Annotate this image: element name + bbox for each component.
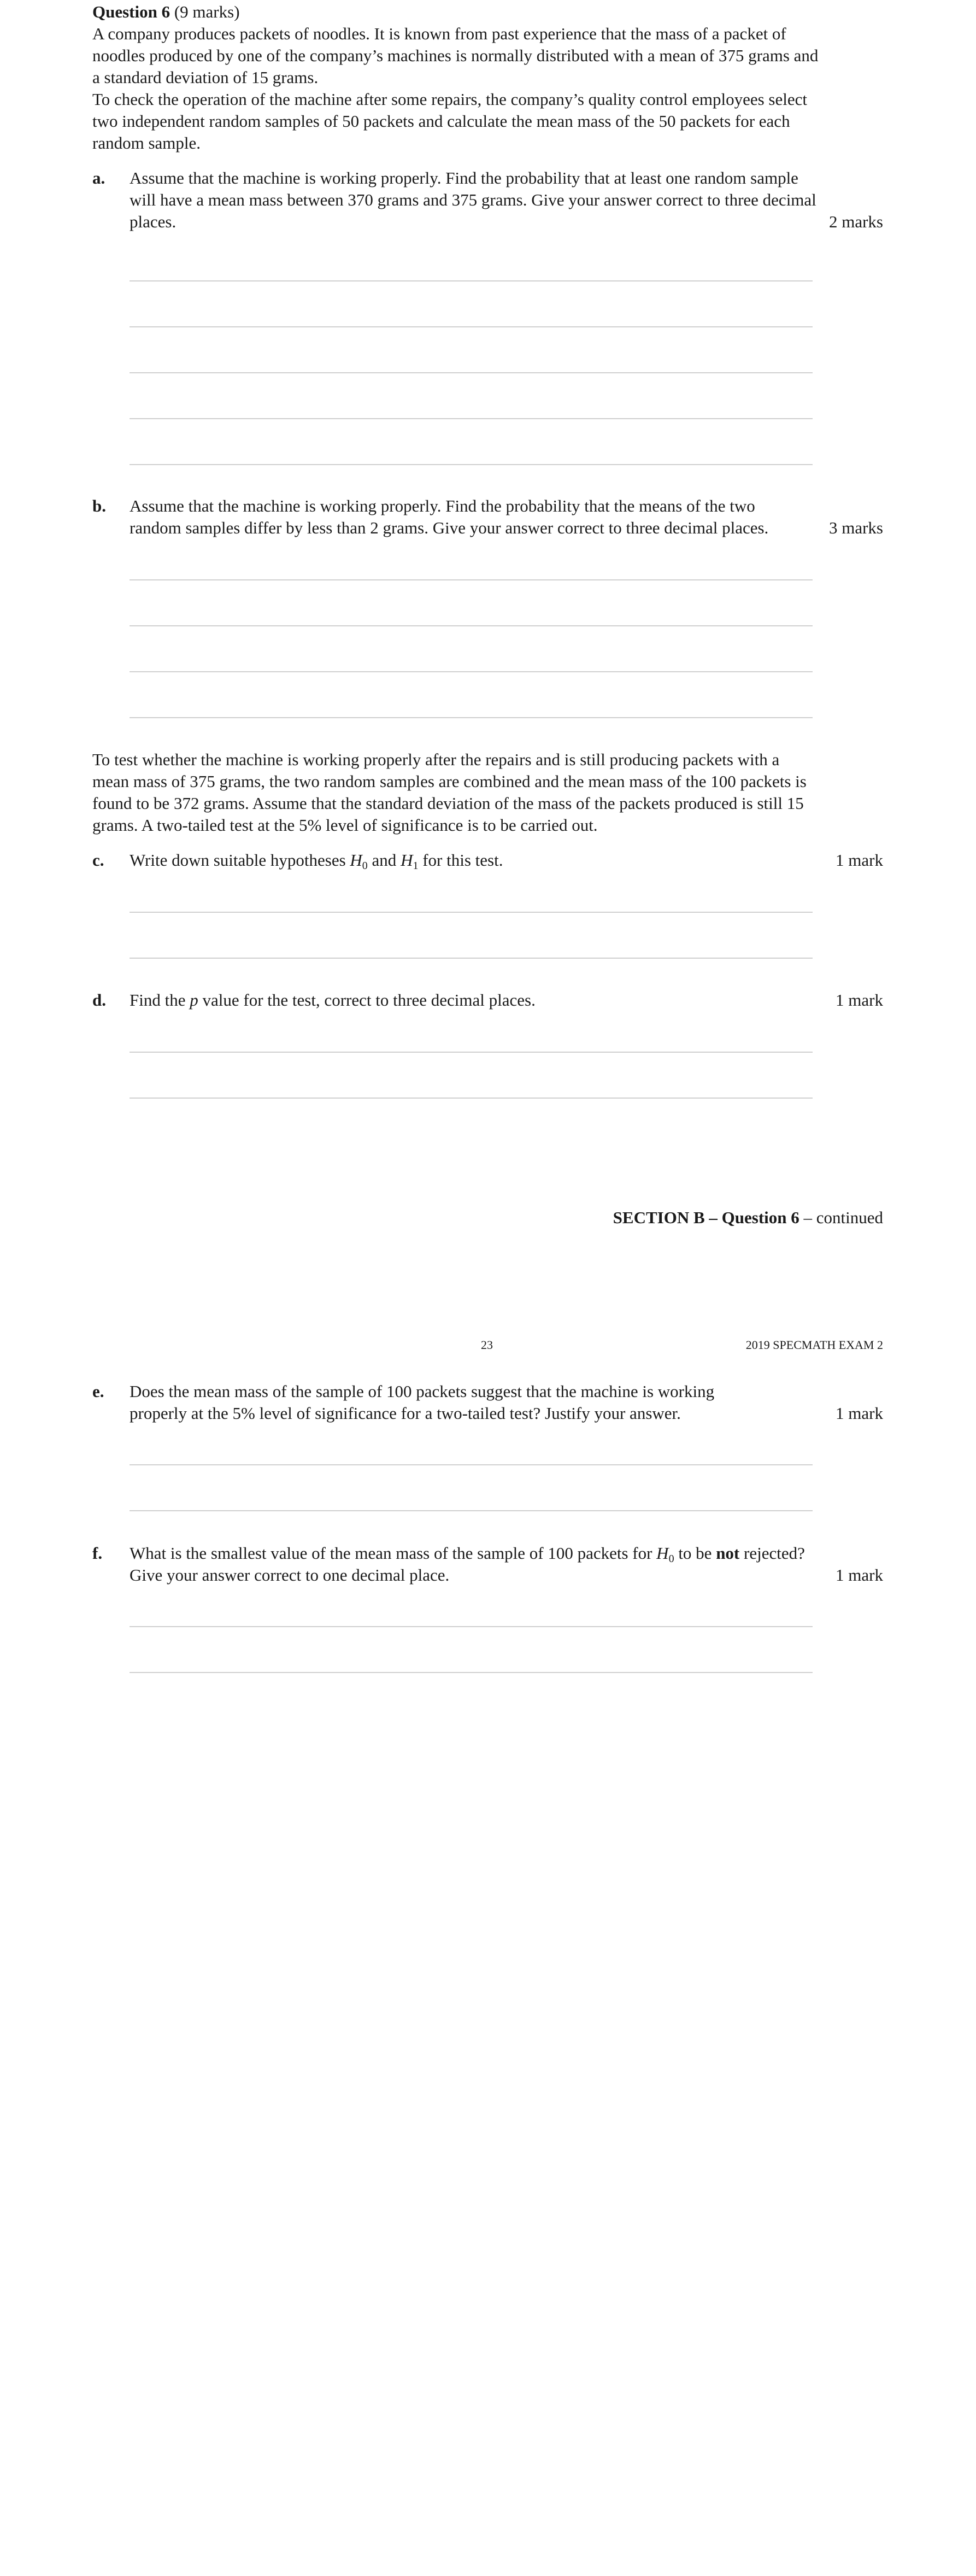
part-d-answer-line[interactable] (130, 1098, 813, 1099)
part-c-answer-line[interactable] (130, 958, 813, 959)
part-c-marks: 1 mark (836, 850, 883, 870)
part-a-answer-line[interactable] (130, 372, 813, 373)
part-f-text-start: What is the smallest value of the mean mass of the sample of 100 packets for (130, 1544, 657, 1563)
part-c-and: and (367, 850, 401, 870)
part-c-text-end: for this test. (418, 850, 503, 870)
part-f-marks: 1 mark (836, 1565, 883, 1585)
part-c-text-start: Write down suitable hypotheses (130, 850, 350, 870)
part-d-marks: 1 mark (836, 990, 883, 1010)
part-c-answer-line[interactable] (130, 912, 813, 913)
part-b-answer-line[interactable] (130, 717, 813, 718)
continued-label: – continued (799, 1208, 883, 1227)
part-a-text: Assume that the machine is working properly. Find the probability that at least one random sample will have a mean mass between 370 grams and 375 grams. Give your answer correct to three decimal places. (130, 168, 816, 231)
test-context-paragraph: To test whether the machine is working properly after the repairs and is still producing packets with a mean mass of 375 grams, the two random samples are combined and the mean mass of the 100 packets is found to be 372 grams. Assume that the standard deviation of the mass of the packets produced is still 15 grams. A two-tailed test at the 5% level of significance is to be carried out. (92, 750, 807, 835)
part-e-answer-line[interactable] (130, 1510, 813, 1511)
part-a-answer-line[interactable] (130, 326, 813, 327)
part-c-text (130, 849, 819, 871)
part-e-marks: 1 mark (836, 1404, 883, 1423)
part-d-text (130, 989, 819, 1011)
part-f-text-end: rejected? Give your answer correct to one decimal place. (130, 1544, 805, 1585)
exam-name: 2019 SPECMATH EXAM 2 (745, 1338, 883, 1352)
section-continued-footer (613, 1207, 883, 1229)
part-c-letter: c. (92, 850, 104, 870)
part-d-text-end: value for the test, correct to three decimal places. (198, 990, 536, 1010)
part-f-answer-line[interactable] (130, 1626, 813, 1627)
not-emphasis: not (716, 1544, 740, 1563)
part-a-marks: 2 marks (828, 212, 883, 231)
h1-symbol: H (401, 850, 413, 870)
question-heading (92, 1, 240, 23)
part-f-text (130, 1542, 807, 1586)
part-a-answer-line[interactable] (130, 418, 813, 419)
h0-symbol: H (350, 850, 362, 870)
part-b-answer-line[interactable] (130, 625, 813, 626)
part-e-letter: e. (92, 1382, 104, 1401)
part-b-letter: b. (92, 496, 106, 515)
h0-subscript: 0 (362, 860, 368, 872)
question-intro-paragraph-2: To check the operation of the machine after some repairs, the company’s quality control employees select two independent random samples of 50 packets and calculate the mean mass of the 50 packets for each random sample. (92, 90, 807, 152)
part-b-marks: 3 marks (828, 518, 883, 537)
part-a-letter: a. (92, 168, 105, 187)
part-e-text: Does the mean mass of the sample of 100 packets suggest that the machine is working properly at the 5% level of significance for a two-tailed test? Justify your answer. (130, 1382, 715, 1423)
part-f-answer-line[interactable] (130, 1672, 813, 1673)
p-symbol: p (190, 990, 198, 1010)
h0-symbol: H (656, 1544, 669, 1563)
section-label: SECTION B – Question 6 (613, 1208, 799, 1227)
h1-subscript: 1 (413, 860, 419, 872)
part-d-text-start: Find the (130, 990, 190, 1010)
page-number: 23 (481, 1338, 493, 1352)
part-d-answer-line[interactable] (130, 1052, 813, 1053)
part-f-letter: f. (92, 1544, 103, 1563)
part-e-answer-line[interactable] (130, 1464, 813, 1465)
h0-subscript: 0 (668, 1553, 674, 1565)
part-f-text-mid: to be (674, 1544, 716, 1563)
part-b-answer-line[interactable] (130, 671, 813, 672)
part-b-text: Assume that the machine is working properly. Find the probability that the means of the two random samples differ by less than 2 grams. Give your answer correct to three decimal places. (130, 496, 769, 537)
part-d-letter: d. (92, 990, 106, 1010)
part-b-answer-line[interactable] (130, 579, 813, 580)
part-a-answer-line[interactable] (130, 464, 813, 465)
question-total-marks: (9 marks) (174, 2, 240, 21)
part-a-answer-line[interactable] (130, 280, 813, 281)
question-title: Question 6 (92, 2, 170, 21)
question-intro-paragraph-1: A company produces packets of noodles. It is known from past experience that the mass of a packet of noodles produced by one of the company’s machines is normally distributed with a mean of 375 grams and a standard deviation of 15 grams. (92, 24, 819, 87)
